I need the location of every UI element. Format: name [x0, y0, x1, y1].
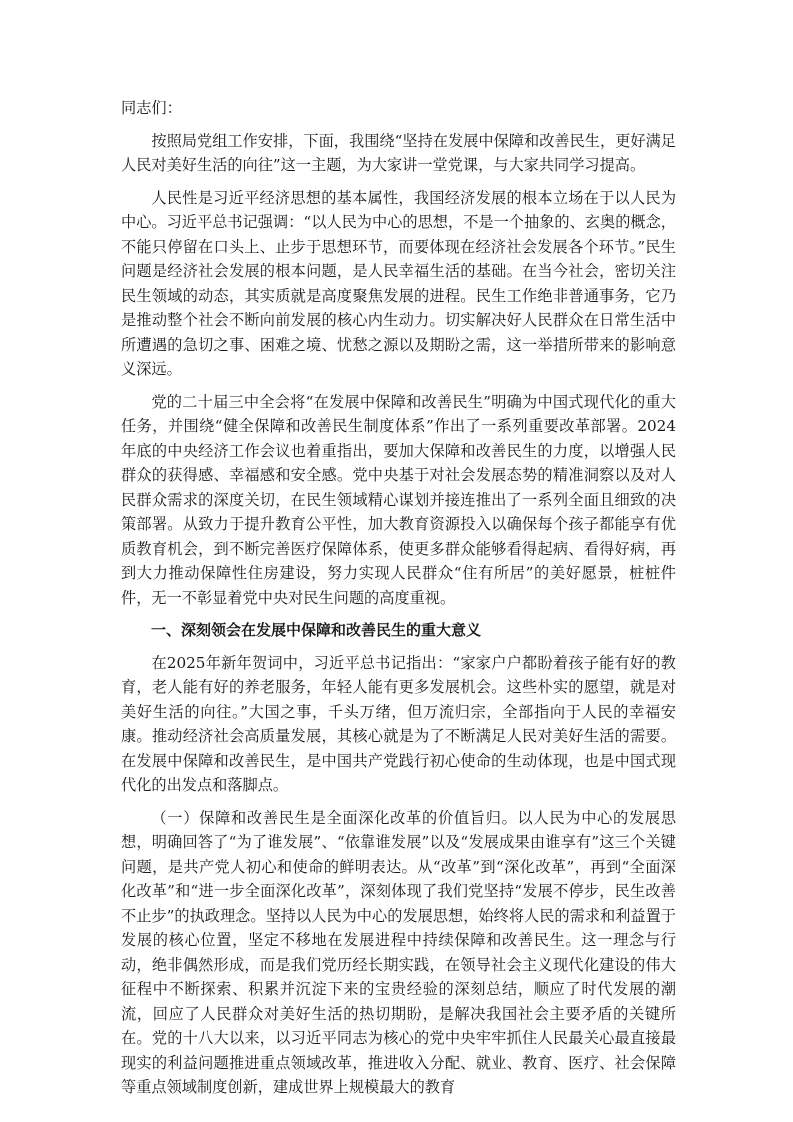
paragraph-plenum: 党的二十届三中全会将“在发展中保障和改善民生”明确为中国式现代化的重大任务，并围绕“健全保障和改善民生制度体系”作出了一系列重要改革部署。2024年底的中央经济工作会议也着重指出，要加大保障和改善民生的力度，以增强人民群众的获得感、幸福感和安全感。党中央基于对社会发展态势的精准洞察以及对人民群众需求的深度关切，在民生领域精心谋划并接连推出了一系列全面且细致的决策部署。从致力于提升教育公平性，加大教育资源投入以确保每个孩子都能享有优质教育机会，到不断完善医疗保障体系，使更多群众能够看得起病、看得好病，再到大力推动保障性住房建设，努力实现人民群众“住有所居”的美好愿景，桩桩件件，无一不彰显着党中央对民生问题的高度重视。 — [121, 392, 676, 607]
paragraph-people-centered: 人民性是习近平经济思想的基本属性，我国经济发展的根本立场在于以人民为中心。习近平总书记强调：“以人民为中心的思想，不是一个抽象的、玄奥的概念，不能只停留在口头上、止步于思想环节，而要体现在经济社会发展各个环节。”民生问题是经济社会发展的根本问题，是人民幸福生活的基础。在当今社会，密切关注民生领域的动态，其实质就是高度聚焦发展的进程。民生工作绝非普通事务，它乃是推动整个社会不断向前发展的核心内生动力。切实解决好人民群众在日常生活中所遭遇的急切之事、困难之境、忧愁之源以及期盼之需，这一举措所带来的影响意义深远。 — [121, 188, 676, 378]
salutation: 同志们： — [121, 99, 182, 117]
paragraph-intro: 按照局党组工作安排，下面，我围绕“坚持在发展中保障和改善民生，更好满足人民对美好生活的向往”这一主题，为大家讲一堂党课，与大家共同学习提高。 — [121, 131, 676, 174]
document-body — [121, 96, 676, 1108]
paragraph-reform-value: （一）保障和改善民生是全面深化改革的价值旨归。以人民为中心的发展思想，明确回答了“为了谁发展”、“依靠谁发展”以及“发展成果由谁享有”这三个关键问题，是共产党人初心和使命的鲜明表达。从“改革”到“深化改革”，再到“全面深化改革”和“进一步全面深化改革”，深刻体现了我们党坚持“发展不停步，民生改善不止步”的执政理念。坚持以人民为中心的发展思想，始终将人民的需求和利益置于发展的核心位置，坚定不移地在发展进程中持续保障和改善民生。这一理念与行动，绝非偶然形成，而是我们党历经长期实践，在领导社会主义现代化建设的伟大征程中不断探索、积累并沉淀下来的宝贵经验的深刻总结，顺应了时代发展的潮流，回应了人民群众对美好生活的热切期盼，是解决我国社会主要矛盾的关键所在。党的十八大以来，以习近平同志为核心的党中央牢牢抓住人民最关心最直接最现实的利益问题推进重点领域改革，推进收入分配、就业、教育、医疗、社会保障等重点领域制度创新，建成世界上规模最大的教育 — [121, 808, 676, 1096]
paragraph-new-year-address: 在2025年新年贺词中，习近平总书记指出：“家家户户都盼着孩子能有好的教育，老人能有好的养老服务，年轻人能有更多发展机会。这些朴实的愿望，就是对美好生活的向往。”大国之事，千头万绪，但万流归宗，全部指向于人民的幸福安康。推动经济社会高质量发展，其核心就是为了不断满足人民对美好生活的需要。在发展中保障和改善民生，是中国共产党践行初心使命的生动体现，也是中国式现代化的出发点和落脚点。 — [121, 653, 676, 794]
section-heading: 一、深刻领会在发展中保障和改善民生的重大意义 — [151, 621, 482, 639]
